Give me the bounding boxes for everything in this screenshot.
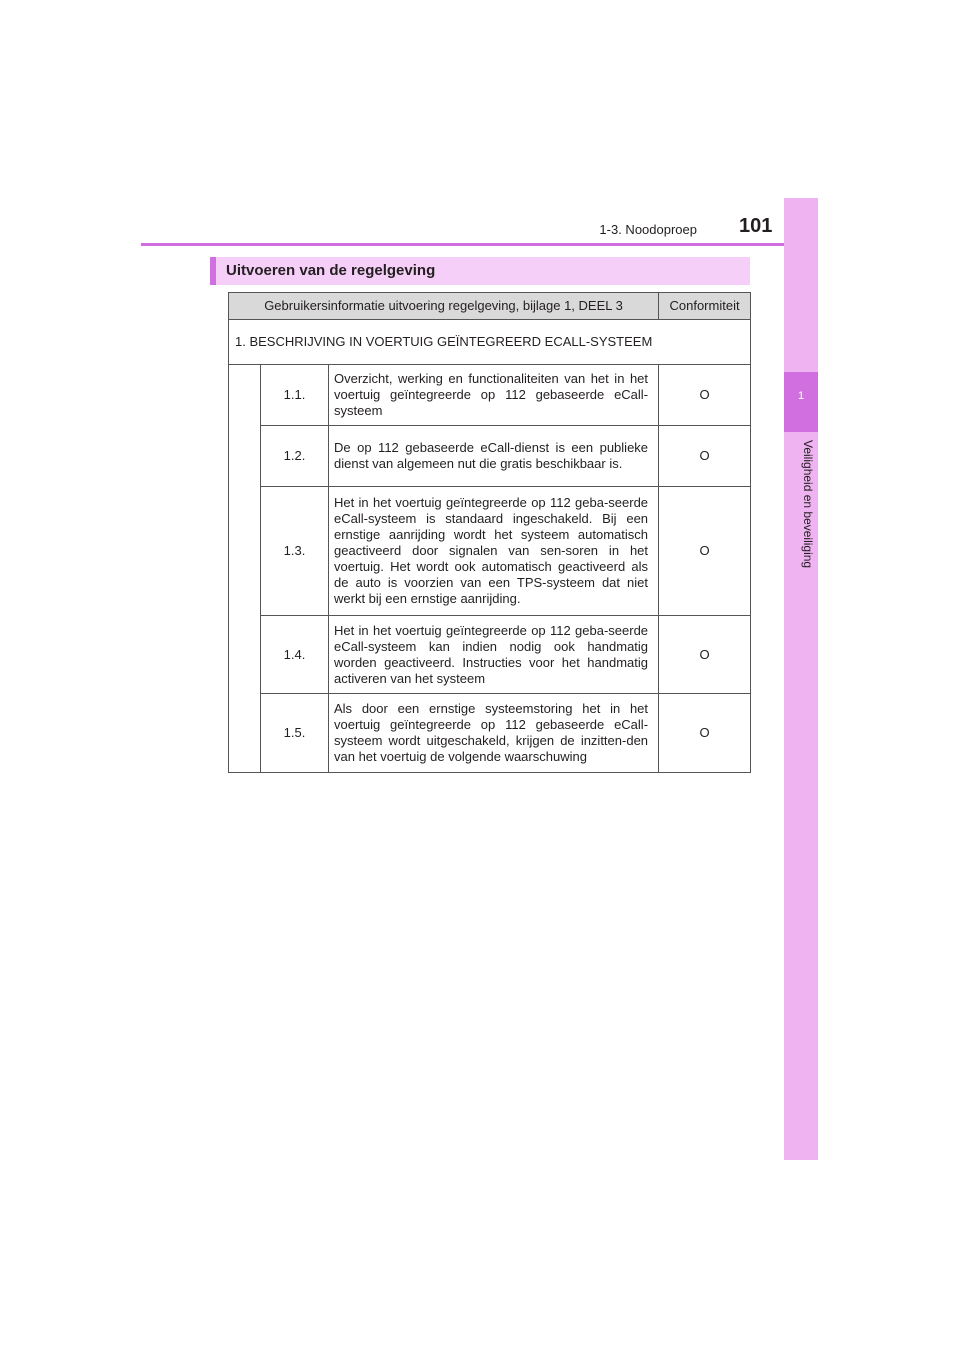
- chapter-title: Veiligheid en beveiliging: [801, 440, 815, 569]
- table-row: [229, 426, 751, 487]
- chapter-side-tab-active: [784, 372, 818, 432]
- column-header-conformity: Conformiteit: [659, 293, 751, 320]
- row-text: Als door een ernstige systeemstoring het in het voertuig geïntegreerde op 112 gebaseerde eCall-systeem wordt uitgeschakeld, krijgen de inzitten-den van het voertuig de volgende waarschuwing: [329, 694, 659, 773]
- row-conformity: O: [659, 487, 751, 616]
- row-conformity: O: [659, 616, 751, 694]
- row-text: Overzicht, werking en functionaliteiten van het in het voertuig geïntegreerde op 112 gebaseerde eCall-systeem: [329, 365, 659, 426]
- table-section-row: [229, 320, 751, 365]
- regulation-table: [228, 292, 751, 773]
- row-number: 1.5.: [261, 694, 329, 773]
- row-text: De op 112 gebaseerde eCall-dienst is een publieke dienst van algemeen nut die gratis beschikbaar is.: [329, 426, 659, 487]
- row-number: 1.3.: [261, 487, 329, 616]
- section-heading-text: Uitvoeren van de regelgeving: [226, 262, 436, 279]
- page-number: 101: [739, 215, 773, 237]
- row-text: Het in het voertuig geïntegreerde op 112 geba-seerde eCall-systeem kan indien nodig ook handmatig worden geactiveerd. Instructies voor het handmatig activeren van het systeem: [329, 616, 659, 694]
- running-header: 1-3. Noodoproep: [599, 222, 697, 237]
- table-section-title: 1. BESCHRIJVING IN VOERTUIG GEÏNTEGREERD ECALL-SYSTEEM: [229, 320, 751, 365]
- chapter-side-tab[interactable]: [784, 198, 818, 1160]
- indent-cell: [229, 365, 261, 773]
- column-header-info: Gebruikersinformatie uitvoering regelgeving, bijlage 1, DEEL 3: [229, 293, 659, 320]
- row-number: 1.4.: [261, 616, 329, 694]
- table-row: [229, 616, 751, 694]
- table-row: [229, 365, 751, 426]
- chapter-number: 1: [797, 390, 805, 402]
- row-conformity: O: [659, 694, 751, 773]
- header-rule: [141, 243, 818, 246]
- section-heading: [210, 257, 750, 285]
- row-number: 1.2.: [261, 426, 329, 487]
- table-header-row: [229, 293, 751, 320]
- row-number: 1.1.: [261, 365, 329, 426]
- row-conformity: O: [659, 365, 751, 426]
- table-row: [229, 487, 751, 616]
- table-row: [229, 694, 751, 773]
- row-conformity: O: [659, 426, 751, 487]
- row-text: Het in het voertuig geïntegreerde op 112 geba-seerde eCall-systeem is standaard ingeschakeld. Bij een ernstige aanrijding wordt het systeem automatisch geactiveerd door signalen van sen-soren in het voertuig. Het wordt ook automatisch geactiveerd als de auto is voorzien van een TPS-systeem dat niet werkt bij een ernstige aanrijding.: [329, 487, 659, 616]
